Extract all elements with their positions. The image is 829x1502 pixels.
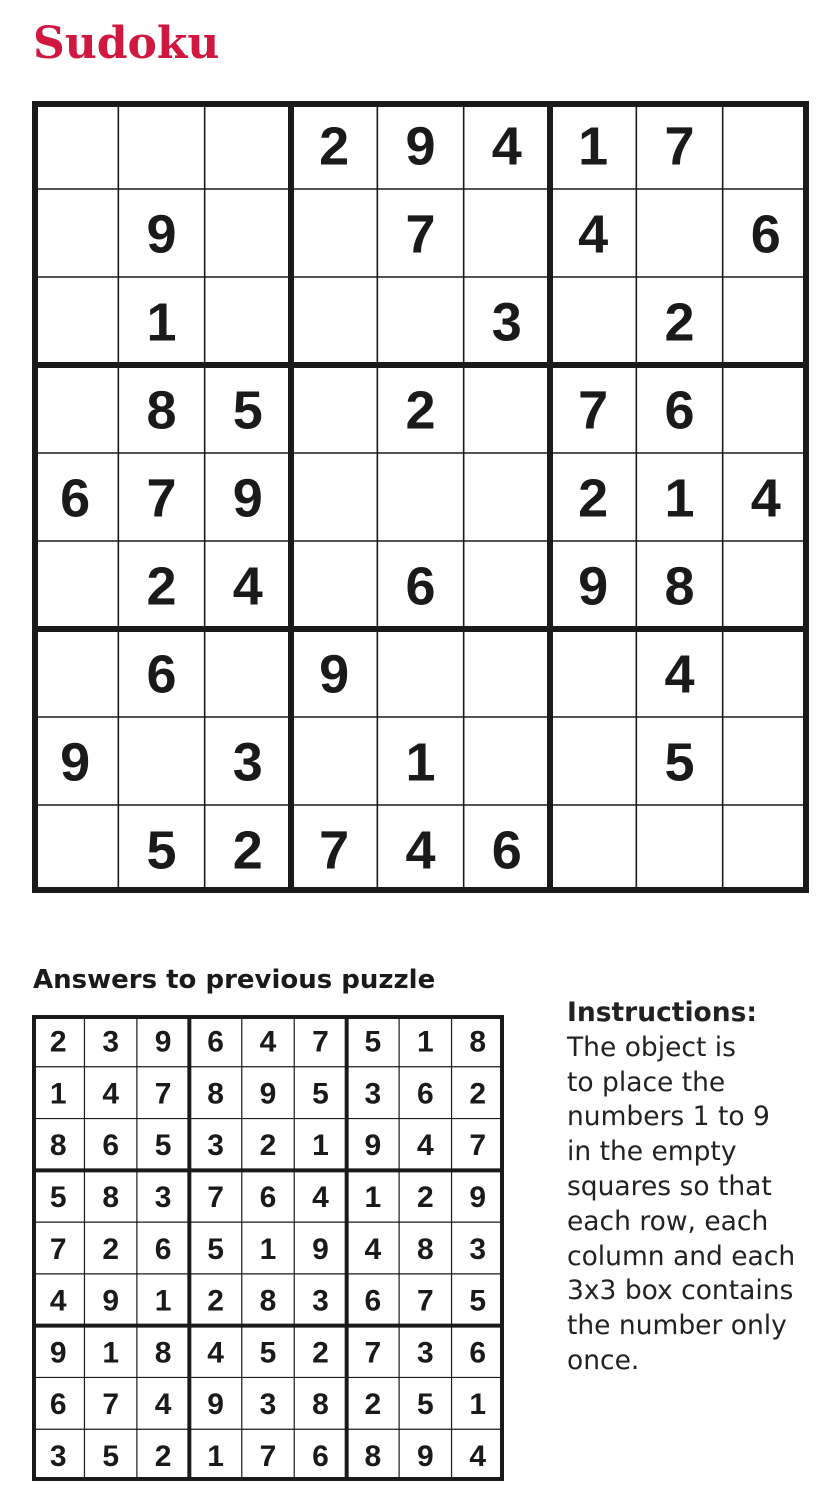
- answer-digit: 3: [102, 1025, 120, 1059]
- answer-digit: 9: [259, 1077, 277, 1111]
- puzzle-cell[interactable]: [723, 101, 809, 189]
- given-digit: 4: [664, 644, 695, 705]
- puzzle-cell[interactable]: [291, 541, 377, 629]
- given-digit: 9: [146, 204, 177, 265]
- answer-digit: 7: [259, 1439, 277, 1473]
- answer-digit: 7: [154, 1077, 172, 1111]
- answer-digit: 6: [49, 1388, 67, 1422]
- given-digit: 9: [578, 556, 609, 617]
- puzzle-cell[interactable]: [291, 453, 377, 541]
- given-digit: 8: [664, 556, 695, 617]
- puzzle-cell[interactable]: [118, 717, 204, 805]
- answer-digit: 7: [416, 1284, 434, 1318]
- given-digit: 6: [491, 820, 522, 881]
- answer-digit: 8: [154, 1336, 172, 1370]
- answer-digit: 9: [49, 1336, 67, 1370]
- puzzle-cell[interactable]: [550, 717, 636, 805]
- given-digit: 6: [146, 644, 177, 705]
- answer-digit: 8: [259, 1284, 277, 1318]
- answer-digit: 8: [207, 1077, 224, 1111]
- puzzle-cell[interactable]: [723, 541, 809, 629]
- puzzle-cell[interactable]: [377, 277, 463, 365]
- given-digit: 7: [319, 820, 350, 881]
- answer-digit: 4: [364, 1232, 382, 1266]
- puzzle-cell[interactable]: [32, 365, 118, 453]
- answer-digit: 6: [259, 1181, 277, 1215]
- given-digit: 9: [405, 116, 436, 177]
- page-title: Sudoku: [33, 18, 220, 69]
- answer-digit: 2: [469, 1077, 487, 1111]
- answer-digit: 9: [364, 1129, 382, 1163]
- answer-digit: 5: [49, 1181, 67, 1215]
- answer-digit: 7: [207, 1181, 224, 1215]
- given-digit: 4: [750, 468, 781, 529]
- answer-digit: 1: [207, 1439, 224, 1473]
- answer-digit: 4: [312, 1181, 329, 1215]
- answer-digit: 1: [312, 1129, 329, 1163]
- answer-digit: 1: [49, 1077, 67, 1111]
- answer-digit: 8: [312, 1388, 329, 1422]
- answer-digit: 4: [259, 1025, 277, 1059]
- answer-digit: 4: [102, 1077, 120, 1111]
- answer-digit: 4: [416, 1129, 434, 1163]
- instructions-heading: Instructions:: [567, 997, 758, 1028]
- answer-digit: 3: [416, 1336, 434, 1370]
- answer-digit: 6: [102, 1129, 120, 1163]
- puzzle-cell[interactable]: [32, 189, 118, 277]
- given-digit: 7: [405, 204, 436, 265]
- puzzle-cell[interactable]: [723, 365, 809, 453]
- answer-digit: 5: [312, 1077, 329, 1111]
- puzzle-cell[interactable]: [464, 541, 550, 629]
- answer-digit: 9: [469, 1181, 487, 1215]
- puzzle-cell[interactable]: [291, 717, 377, 805]
- answer-digit: 5: [364, 1025, 382, 1059]
- puzzle-cell[interactable]: [636, 189, 722, 277]
- answer-digit: 8: [469, 1025, 487, 1059]
- answer-digit: 7: [312, 1025, 329, 1059]
- answer-digit: 1: [416, 1025, 434, 1059]
- given-digit: 1: [578, 116, 609, 177]
- answer-digit: 6: [364, 1284, 382, 1318]
- puzzle-cell[interactable]: [32, 629, 118, 717]
- answer-digit: 3: [207, 1129, 224, 1163]
- given-digit: 2: [146, 556, 177, 617]
- puzzle-cell[interactable]: [118, 101, 204, 189]
- answer-digit: 4: [154, 1388, 172, 1422]
- puzzle-cell[interactable]: [32, 805, 118, 893]
- given-digit: 6: [60, 468, 91, 529]
- answer-digit: 1: [469, 1388, 487, 1422]
- puzzle-cell[interactable]: [205, 277, 291, 365]
- answer-digit: 6: [312, 1439, 329, 1473]
- answer-digit: 3: [259, 1388, 277, 1422]
- answers-grid: [32, 1015, 504, 1481]
- puzzle-cell[interactable]: [464, 365, 550, 453]
- answer-digit: 9: [154, 1025, 172, 1059]
- given-digit: 4: [405, 820, 436, 881]
- answer-digit: 4: [49, 1284, 67, 1318]
- puzzle-cell[interactable]: [723, 717, 809, 805]
- answer-digit: 2: [364, 1388, 382, 1422]
- answer-digit: 2: [416, 1181, 434, 1215]
- answer-digit: 5: [416, 1388, 434, 1422]
- answer-digit: 5: [469, 1284, 487, 1318]
- puzzle-cell[interactable]: [291, 365, 377, 453]
- puzzle-cell[interactable]: [723, 277, 809, 365]
- answer-digit: 5: [154, 1129, 172, 1163]
- given-digit: 2: [405, 380, 436, 441]
- answer-digit: 2: [207, 1284, 224, 1318]
- puzzle-cell[interactable]: [205, 629, 291, 717]
- answer-digit: 6: [154, 1232, 172, 1266]
- answer-digit: 1: [154, 1284, 172, 1318]
- given-digit: 6: [405, 556, 436, 617]
- answer-digit: 7: [102, 1388, 120, 1422]
- answer-digit: 1: [364, 1181, 382, 1215]
- puzzle-cell[interactable]: [550, 805, 636, 893]
- puzzle-cell[interactable]: [550, 629, 636, 717]
- answer-digit: 9: [312, 1232, 329, 1266]
- puzzle-cell[interactable]: [291, 277, 377, 365]
- given-digit: 4: [491, 116, 522, 177]
- sudoku-puzzle-grid[interactable]: [32, 101, 809, 893]
- given-digit: 3: [232, 732, 263, 793]
- answer-digit: 8: [364, 1439, 382, 1473]
- given-digit: 9: [319, 644, 350, 705]
- answer-digit: 8: [416, 1232, 434, 1266]
- answer-digit: 9: [102, 1284, 120, 1318]
- given-digit: 8: [146, 380, 177, 441]
- answers-heading: Answers to previous puzzle: [33, 965, 436, 995]
- answer-digit: 9: [207, 1388, 224, 1422]
- puzzle-cell[interactable]: [723, 805, 809, 893]
- answer-digit: 6: [416, 1077, 434, 1111]
- puzzle-cell[interactable]: [205, 189, 291, 277]
- puzzle-cell[interactable]: [636, 805, 722, 893]
- given-digit: 7: [146, 468, 177, 529]
- puzzle-cell[interactable]: [377, 629, 463, 717]
- given-digit: 9: [60, 732, 91, 793]
- given-digit: 4: [578, 204, 609, 265]
- given-digit: 2: [232, 820, 263, 881]
- answer-digit: 2: [259, 1129, 277, 1163]
- answer-digit: 2: [312, 1336, 329, 1370]
- given-digit: 4: [232, 556, 263, 617]
- given-digit: 7: [578, 380, 609, 441]
- given-digit: 3: [491, 292, 522, 353]
- answer-digit: 3: [312, 1284, 329, 1318]
- answer-digit: 9: [416, 1439, 434, 1473]
- answer-digit: 6: [207, 1025, 224, 1059]
- puzzle-cell[interactable]: [32, 277, 118, 365]
- puzzle-cell[interactable]: [32, 541, 118, 629]
- puzzle-cell[interactable]: [377, 453, 463, 541]
- given-digit: 2: [664, 292, 695, 353]
- given-digit: 5: [232, 380, 263, 441]
- puzzle-cell[interactable]: [464, 453, 550, 541]
- puzzle-cell[interactable]: [464, 629, 550, 717]
- answer-digit: 2: [49, 1025, 67, 1059]
- answer-digit: 5: [207, 1232, 224, 1266]
- puzzle-cell[interactable]: [205, 101, 291, 189]
- answer-digit: 4: [469, 1439, 487, 1473]
- given-digit: 1: [664, 468, 695, 529]
- puzzle-cell[interactable]: [32, 101, 118, 189]
- given-digit: 2: [578, 468, 609, 529]
- answer-digit: 8: [102, 1181, 120, 1215]
- answer-digit: 7: [364, 1336, 382, 1370]
- given-digit: 7: [664, 116, 695, 177]
- answer-digit: 2: [102, 1232, 120, 1266]
- puzzle-cell[interactable]: [291, 189, 377, 277]
- puzzle-cell[interactable]: [464, 189, 550, 277]
- answer-digit: 6: [469, 1336, 487, 1370]
- given-digit: 2: [319, 116, 350, 177]
- answer-digit: 7: [49, 1232, 67, 1266]
- instructions-text: The object is to place the numbers 1 to 9 in the empty squares so that each row, each column and each 3x3 box contains the number only once.: [567, 1031, 796, 1376]
- instructions: [567, 996, 817, 1379]
- puzzle-cell[interactable]: [550, 277, 636, 365]
- given-digit: 1: [405, 732, 436, 793]
- given-digit: 6: [750, 204, 781, 265]
- given-digit: 9: [232, 468, 263, 529]
- answer-digit: 3: [49, 1439, 67, 1473]
- given-digit: 6: [664, 380, 695, 441]
- given-digit: 5: [664, 732, 695, 793]
- answer-digit: 5: [259, 1336, 277, 1370]
- given-digit: 1: [146, 292, 177, 353]
- answer-digit: 4: [207, 1336, 224, 1370]
- answer-digit: 5: [102, 1439, 120, 1473]
- answer-digit: 3: [154, 1181, 172, 1215]
- given-digit: 5: [146, 820, 177, 881]
- answer-digit: 8: [49, 1129, 67, 1163]
- answer-digit: 3: [364, 1077, 382, 1111]
- answer-digit: 3: [469, 1232, 487, 1266]
- puzzle-cell[interactable]: [464, 717, 550, 805]
- answer-digit: 1: [259, 1232, 277, 1266]
- answer-digit: 1: [102, 1336, 120, 1370]
- puzzle-cell[interactable]: [723, 629, 809, 717]
- answer-digit: 7: [469, 1129, 487, 1163]
- answer-digit: 2: [154, 1439, 172, 1473]
